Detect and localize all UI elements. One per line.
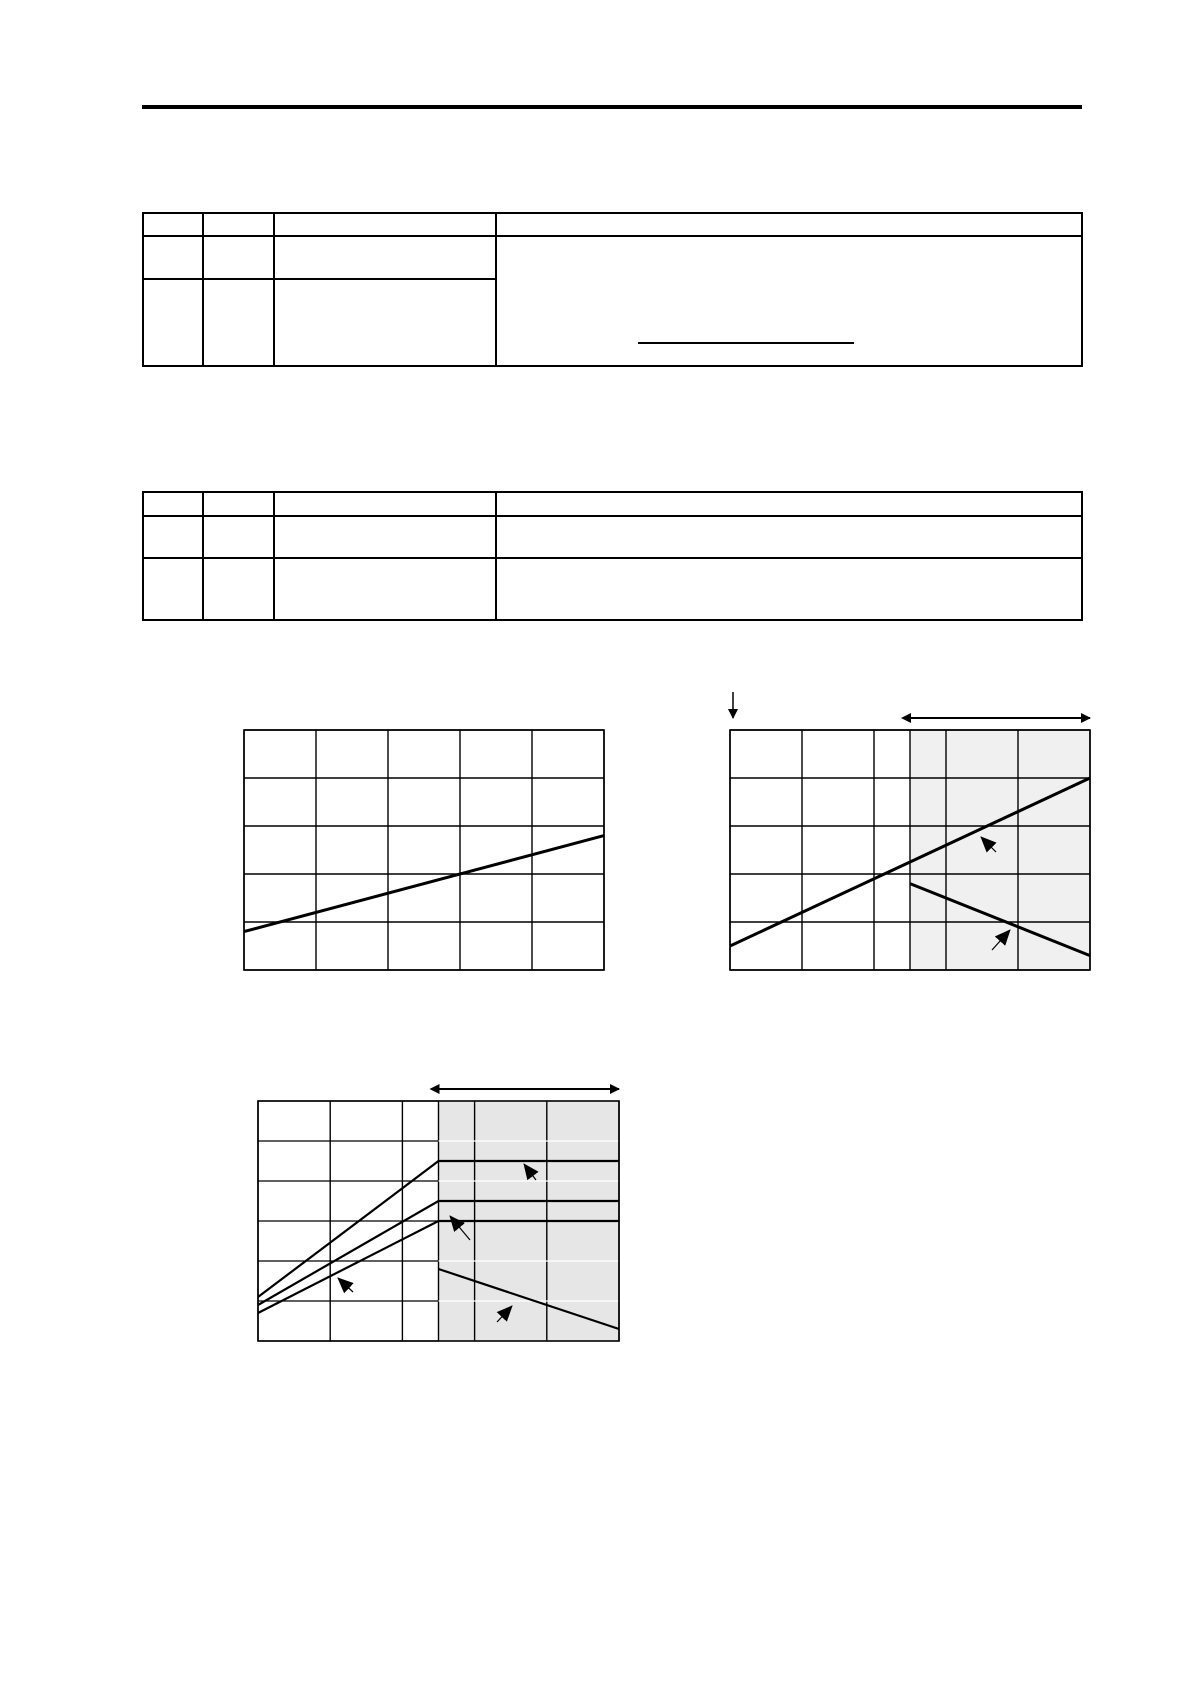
chart-1 xyxy=(244,730,604,970)
annotation-arrow xyxy=(338,1278,353,1292)
chart-1-series xyxy=(244,836,604,932)
chart-2 xyxy=(730,692,1090,970)
chart-3 xyxy=(258,1089,619,1341)
series-line xyxy=(244,836,604,932)
